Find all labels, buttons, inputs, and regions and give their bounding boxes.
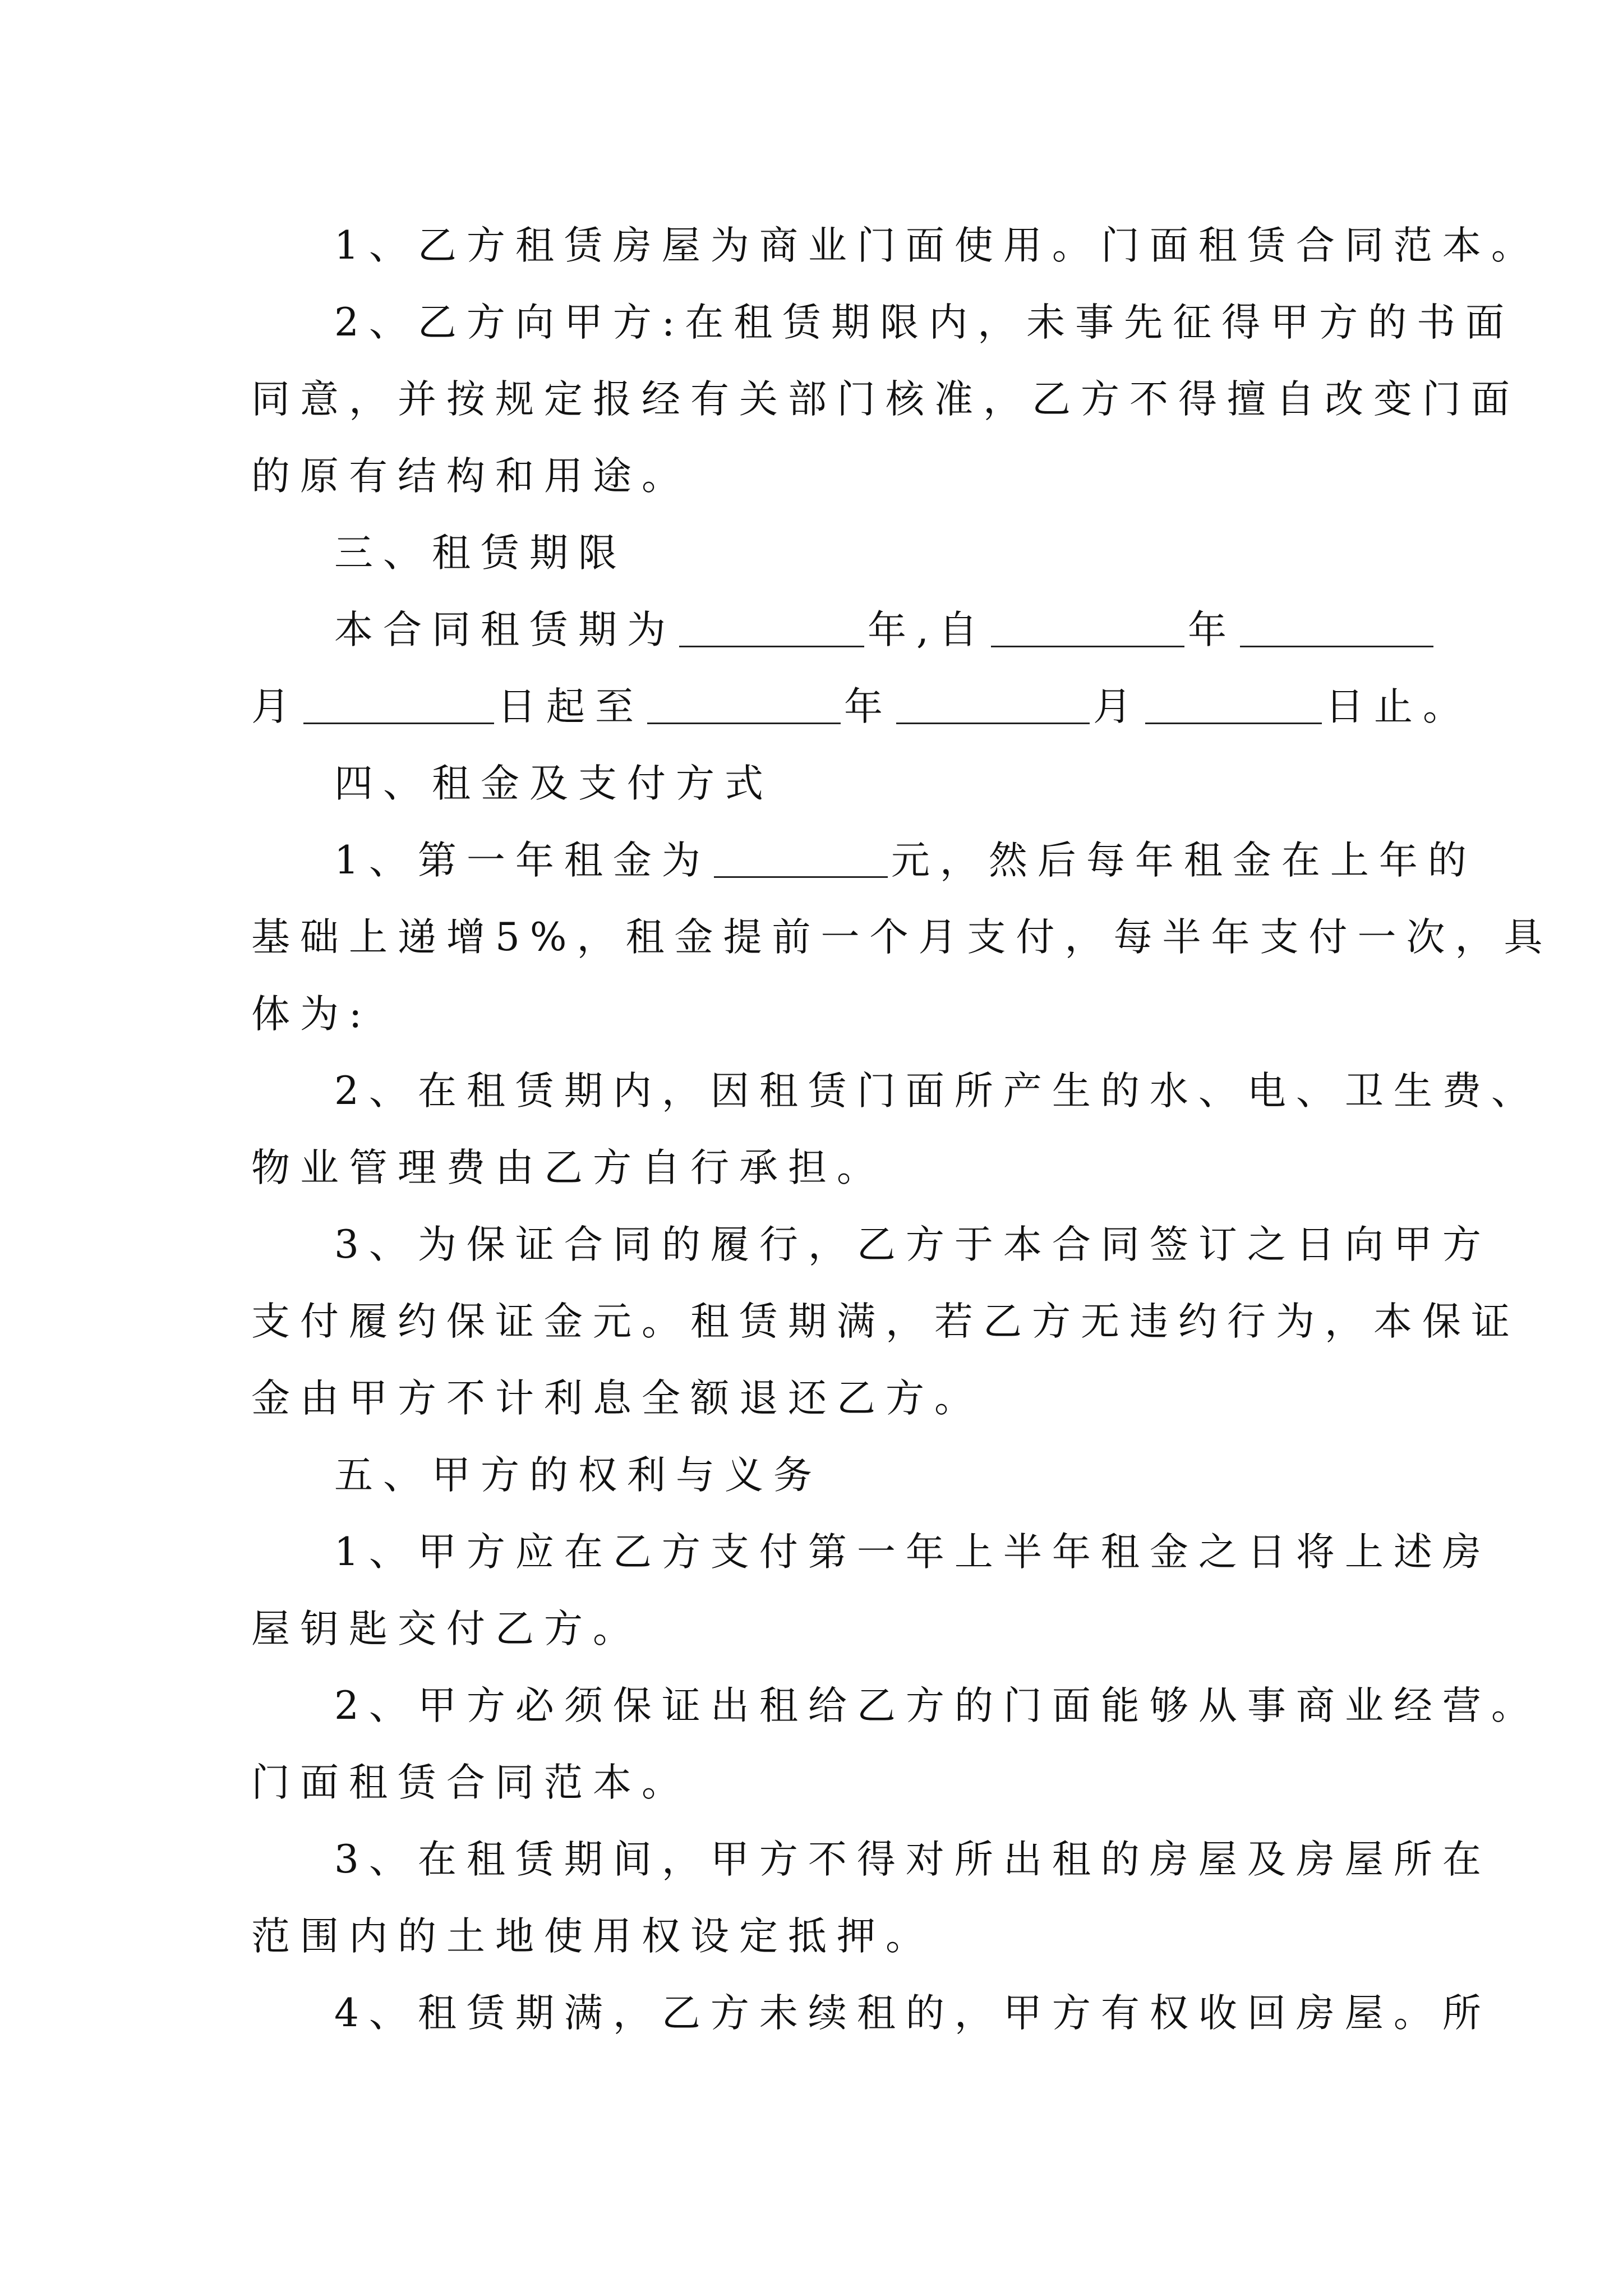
line-text: 支付履约保证金元。租赁期满，若乙方无违约行为，本保证: [251, 1299, 1520, 1344]
line-text: 1、乙方租赁房屋为商业门面使用。门面租赁合同范本。: [334, 223, 1540, 268]
end-month-blank: [896, 689, 1090, 724]
line-text: 日止。: [1325, 684, 1472, 729]
line-text: 门面租赁合同范本。: [251, 1760, 690, 1805]
paragraph-line: [251, 284, 1515, 361]
line-text: 1、第一年租金为: [334, 838, 711, 883]
line-text: 元，然后每年租金在上年的: [891, 838, 1477, 883]
paragraph-line: [251, 1514, 1491, 1591]
paragraph-line: [251, 1360, 1393, 1437]
line-text: 的原有结构和用途。: [251, 454, 690, 499]
paragraph-line: [251, 1130, 1393, 1207]
line-text: 同意，并按规定报经有关部门核准，乙方不得擅自改变门面: [251, 377, 1520, 422]
paragraph-line: [251, 1591, 1393, 1668]
paragraph-line: [251, 1745, 1393, 1821]
line-text: 年: [844, 684, 893, 729]
line-text: 3、为保证合同的履行，乙方于本合同签订之日向甲方: [334, 1222, 1491, 1267]
start-month-blank: [1240, 612, 1433, 647]
line-text: 范围内的土地使用权设定抵押。: [251, 1914, 934, 1959]
term-line: [251, 592, 1393, 669]
line-text: 2、乙方向甲方:在租赁期限内，未事先征得甲方的书面: [334, 300, 1515, 345]
paragraph-line: [251, 1821, 1491, 1898]
heading-text: 四、租金及支付方式: [334, 761, 773, 806]
line-text: 月: [1093, 684, 1142, 729]
heading-text: 三、租赁期限: [334, 531, 627, 576]
section-heading: [251, 746, 1393, 822]
line-text: 日起至: [497, 684, 644, 729]
line-text: 1、甲方应在乙方支付第一年上半年租金之日将上述房: [334, 1530, 1491, 1575]
section-heading: [251, 1437, 1393, 1514]
first-year-rent-blank: [714, 843, 888, 878]
paragraph-line: [251, 1283, 1520, 1360]
line-text: 物业管理费由乙方自行承担。: [251, 1145, 886, 1190]
start-day-blank: [303, 689, 494, 724]
line-text: 2、在租赁期内，因租赁门面所产生的水、电、卫生费、: [334, 1069, 1540, 1114]
paragraph-line: [251, 976, 1393, 1053]
term-line: [251, 669, 1472, 746]
paragraph-line: [251, 361, 1520, 438]
paragraph-line: [251, 438, 1393, 515]
paragraph-line: [251, 1898, 1393, 1975]
paragraph-line: [251, 1668, 1540, 1745]
line-text: 年: [1187, 608, 1237, 652]
paragraph-line: [251, 899, 1553, 976]
line-text: 本合同租赁期为: [334, 608, 676, 652]
line-text: 年,自: [868, 608, 988, 652]
end-year-blank: [647, 689, 841, 724]
section-heading: [251, 515, 1393, 592]
contract-text-body: [251, 208, 1553, 2052]
line-text: 4、租赁期满，乙方未续租的，甲方有权收回房屋。所: [334, 1991, 1491, 2036]
paragraph-line: [251, 1053, 1540, 1130]
rent-line: [251, 822, 1477, 899]
start-year-blank: [991, 612, 1184, 647]
heading-text: 五、甲方的权利与义务: [334, 1453, 822, 1498]
line-text: 3、在租赁期间，甲方不得对所出租的房屋及房屋所在: [334, 1837, 1491, 1882]
line-text: 屋钥匙交付乙方。: [251, 1607, 642, 1651]
lease-years-blank: [679, 612, 864, 647]
end-day-blank: [1145, 689, 1322, 724]
line-text: 金由甲方不计利息全额退还乙方。: [251, 1376, 983, 1421]
line-text: 月: [251, 684, 300, 729]
line-text: 2、甲方必须保证出租给乙方的门面能够从事商业经营。: [334, 1683, 1540, 1728]
paragraph-line: [251, 1975, 1491, 2052]
line-text: 体为:: [251, 992, 372, 1037]
line-text: 基础上递增5%，租金提前一个月支付，每半年支付一次，具: [251, 915, 1553, 960]
paragraph-line: [251, 208, 1540, 284]
paragraph-line: [251, 1207, 1491, 1283]
